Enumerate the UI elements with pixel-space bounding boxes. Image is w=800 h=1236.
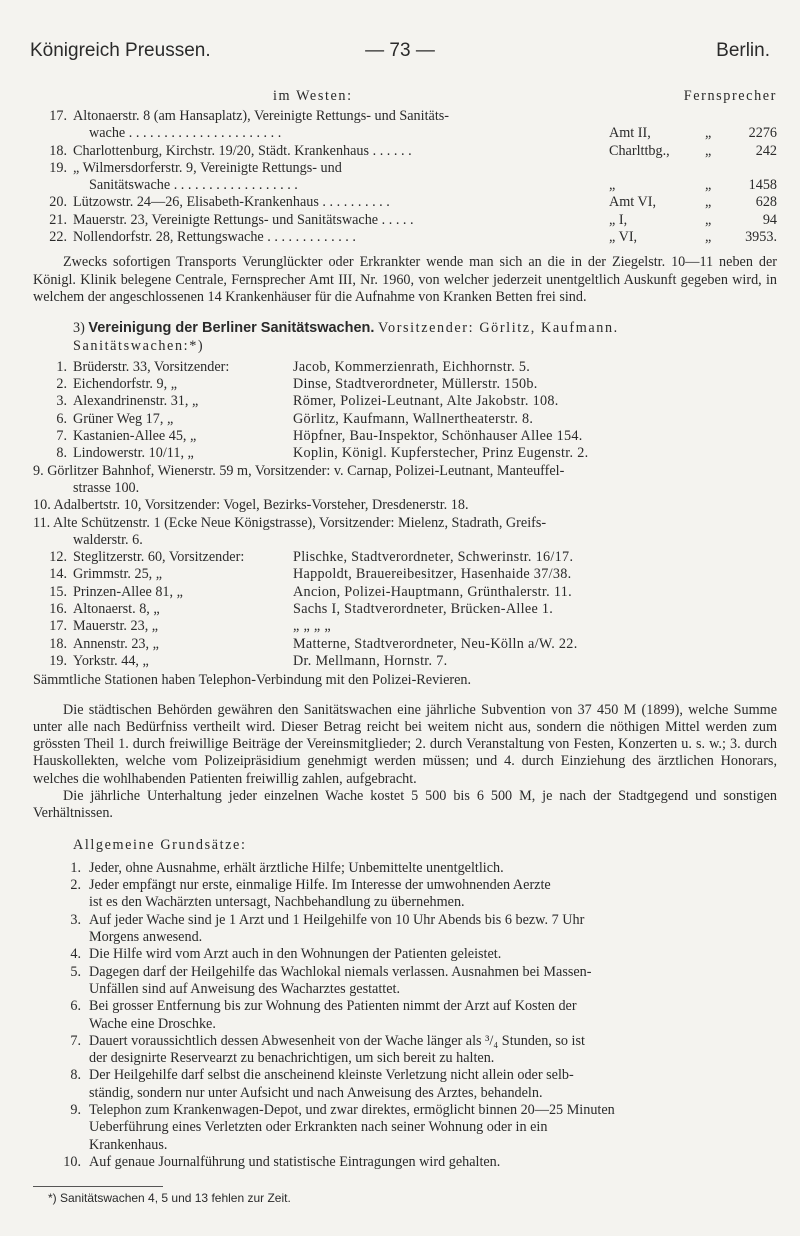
station-number: 17. bbox=[49, 618, 67, 635]
station-address: Altonaerst. 8, „ bbox=[73, 601, 160, 618]
ditto-mark: „ bbox=[705, 211, 712, 228]
station-chair: Dinse, Stadtverordneter, Müllerstr. 150b. bbox=[293, 376, 538, 393]
principle-text: Auf genaue Journalführung und statistische Eintragungen wird gehalten. bbox=[89, 1153, 501, 1170]
principles-title: Allgemeine Grundsätze: bbox=[73, 836, 247, 853]
west-item-line bbox=[33, 108, 777, 125]
footnote: *) Sanitätswachen 4, 5 und 13 fehlen zur Zeit. bbox=[48, 1191, 291, 1205]
footnote-rule bbox=[33, 1186, 163, 1187]
station-number: 16. bbox=[49, 601, 67, 618]
item-text: „ Wilmersdorferstr. 9, Vereinigte Rettungs- und bbox=[73, 159, 342, 176]
principle-line bbox=[33, 929, 777, 946]
stations-note: Sämmtliche Stationen haben Telephon-Verbindung mit den Polizei-Revieren. bbox=[33, 672, 472, 689]
station-number: 14. bbox=[49, 566, 67, 583]
phone-exchange: „ VI, bbox=[609, 229, 638, 246]
station-row bbox=[33, 428, 777, 445]
item-text: Altonaerstr. 8 (am Hansaplatz), Vereinigte Rettungs- und Sanitäts- bbox=[73, 108, 450, 124]
item-text: Charlottenburg, Kirchstr. 19/20, Städt. Krankenhaus . . . . . . bbox=[73, 142, 412, 159]
stations-list-2 bbox=[33, 549, 777, 670]
phone-number: 628 bbox=[755, 194, 777, 211]
station-number: 8. bbox=[56, 445, 67, 462]
principle-number: 10. bbox=[63, 1153, 81, 1170]
ditto-mark: „ bbox=[705, 177, 712, 194]
station-address: Steglitzerstr. 60, Vorsitzender: bbox=[73, 549, 245, 566]
station-number: 18. bbox=[49, 635, 67, 652]
principle-line bbox=[33, 998, 777, 1015]
phone-exchange: „ I, bbox=[609, 211, 628, 228]
principle-text: Ueberführung eines Verletzten oder Erkrankten nach seiner Wohnung oder in ein bbox=[89, 1119, 548, 1136]
station-number: 12. bbox=[49, 549, 67, 566]
principle-number: 6. bbox=[70, 998, 81, 1015]
section-3-heading bbox=[33, 320, 777, 355]
principle-text: Dagegen darf der Heilgehilfe das Wachlokal niemals verlassen. Ausnahmen bei Massen- bbox=[89, 963, 592, 980]
station-9-line: strasse 100. bbox=[73, 479, 140, 496]
item-text: Mauerstr. 23, Vereinigte Rettungs- und Sanitätswache . . . . . bbox=[73, 211, 414, 228]
principle-line bbox=[33, 1119, 777, 1136]
phone-number: 242 bbox=[755, 142, 777, 159]
station-address: Grimmstr. 25, „ bbox=[73, 566, 163, 583]
station-row bbox=[33, 653, 777, 670]
section-west-title: im Westen: bbox=[273, 88, 353, 104]
principle-number: 2. bbox=[70, 877, 81, 894]
station-chair: Koplin, Königl. Kupferstecher, Prinz Eugenstr. 2. bbox=[293, 445, 589, 462]
principle-text: Wache eine Droschke. bbox=[89, 1015, 216, 1032]
station-row bbox=[33, 618, 777, 635]
station-chair: Höpfner, Bau-Inspektor, Schönhauser Allee 154. bbox=[293, 428, 583, 445]
principle-line bbox=[33, 1050, 777, 1067]
station-chair: Ancion, Polizei-Hauptmann, Grünthalerstr. 11. bbox=[293, 583, 572, 600]
station-address: Brüderstr. 33, Vorsitzender: bbox=[73, 358, 230, 375]
station-chair: Happoldt, Brauereibesitzer, Hasenhaide 37/38. bbox=[293, 566, 572, 583]
stations-list bbox=[33, 359, 777, 463]
section-3-number: 3) bbox=[73, 320, 85, 337]
phone-number: 1458 bbox=[748, 177, 777, 194]
station-chair: Plischke, Stadtverordneter, Schwerinstr. 16/17. bbox=[293, 549, 574, 566]
maintenance-paragraph: Die jährliche Unterhaltung jeder einzelnen Wache kostet 5 500 bis 6 500 M, je nach der Stadtgegend und sonstigen Verhältnissen. bbox=[33, 787, 777, 822]
principle-text: Jeder, ohne Ausnahme, erhält ärztliche Hilfe; Unbemittelte unentgeltlich. bbox=[89, 859, 504, 876]
principle-line bbox=[33, 1102, 777, 1119]
item-number: 20. bbox=[49, 194, 67, 211]
station-address: Grüner Weg 17, „ bbox=[73, 410, 174, 427]
station-chair: Römer, Polizei-Leutnant, Alte Jakobstr. 108. bbox=[293, 393, 559, 410]
ditto-mark: „ bbox=[705, 229, 712, 246]
item-number: 21. bbox=[49, 211, 67, 228]
station-number: 6. bbox=[56, 410, 67, 427]
principle-text: Krankenhaus. bbox=[89, 1136, 168, 1153]
station-row bbox=[33, 636, 777, 653]
station-row bbox=[33, 566, 777, 583]
principle-number: 7. bbox=[70, 1032, 81, 1049]
principle-line bbox=[33, 946, 777, 963]
principle-line bbox=[33, 981, 777, 998]
station-row bbox=[33, 601, 777, 618]
west-item-line bbox=[33, 212, 777, 229]
item-text: wache . . . . . . . . . . . . . . . . . . . . . . bbox=[89, 125, 282, 142]
principle-text: Telephon zum Krankenwagen-Depot, und zwar direktes, ermöglicht binnen 20—25 Minuten bbox=[89, 1102, 615, 1119]
principle-number: 4. bbox=[70, 946, 81, 963]
principle-text: Unfällen sind auf Anweisung des Wacharztes gestattet. bbox=[89, 980, 401, 997]
station-11 bbox=[33, 515, 777, 550]
principle-number: 1. bbox=[70, 859, 81, 876]
phone-exchange: „ bbox=[609, 177, 616, 194]
station-row bbox=[33, 393, 777, 410]
principle-text: ist es den Wachärzten untersagt, Nachbehandlung zu übernehmen. bbox=[89, 894, 465, 911]
station-chair: Görlitz, Kaufmann, Wallnertheaterstr. 8. bbox=[293, 410, 534, 427]
principle-line bbox=[33, 1154, 777, 1171]
transport-paragraph: Zwecks sofortigen Transports Verunglückter oder Erkrankter wende man sich an die in der Ziegelstr. 10—11 neben der Königl. Klinik belegene Centrale, Fernsprecher Amt III, Nr. 1960, von welcher jederzeit unentgeltlich Auskunft gegeben wird, in welchem der angeschlossenen 14 Krankenhäuser für die Aufnahme von Kranken Betten frei sind. bbox=[33, 254, 777, 305]
page-number: — 73 — bbox=[365, 40, 435, 61]
item-number: 17. bbox=[49, 108, 67, 124]
station-address: Eichendorfstr. 9, „ bbox=[73, 376, 178, 393]
west-station-list bbox=[33, 108, 777, 246]
section-3-title: Vereinigung der Berliner Sanitätswachen. bbox=[88, 320, 375, 337]
principle-text: Jeder empfängt nur erste, einmalige Hilfe. Im Interesse der umwohnenden Aerzte bbox=[89, 877, 551, 894]
station-chair: Jacob, Kommerzienrath, Eichhornstr. 5. bbox=[293, 358, 531, 375]
station-row bbox=[33, 359, 777, 376]
item-number: 18. bbox=[49, 142, 67, 159]
header-city: Berlin. bbox=[716, 40, 770, 61]
station-number: 2. bbox=[56, 376, 67, 393]
principle-number: 9. bbox=[70, 1102, 81, 1119]
station-address: Mauerstr. 23, „ bbox=[73, 618, 159, 635]
principle-line bbox=[33, 1067, 777, 1084]
station-address: Lindowerstr. 10/11, „ bbox=[73, 445, 194, 462]
phone-number: 2276 bbox=[748, 125, 777, 142]
station-11-line: walderstr. 6. bbox=[73, 531, 143, 548]
phone-exchange: Amt VI, bbox=[609, 194, 657, 211]
west-item-line bbox=[33, 143, 777, 160]
station-address: Prinzen-Allee 81, „ bbox=[73, 583, 183, 600]
principle-line bbox=[33, 1137, 777, 1154]
station-chair: Sachs I, Stadtverordneter, Brücken-Allee 1. bbox=[293, 601, 554, 618]
station-row bbox=[33, 411, 777, 428]
principle-number: 8. bbox=[70, 1067, 81, 1084]
principle-line bbox=[33, 1016, 777, 1033]
west-item-line bbox=[33, 194, 777, 211]
item-number: 19. bbox=[49, 159, 67, 176]
phone-exchange: Charlttbg., bbox=[609, 142, 670, 159]
ditto-mark: „ bbox=[705, 142, 712, 159]
phone-exchange: Amt II, bbox=[609, 125, 651, 142]
page-body bbox=[33, 88, 777, 1171]
section-3-subtitle: Sanitätswachen:*) bbox=[73, 337, 205, 354]
west-item-line bbox=[33, 177, 777, 194]
principle-line bbox=[33, 964, 777, 981]
header-country: Königreich Preussen. bbox=[30, 40, 211, 61]
station-address: Kastanien-Allee 45, „ bbox=[73, 428, 197, 445]
station-11-line: 11. Alte Schützenstr. 1 (Ecke Neue Königstrasse), Vorsitzender: Mielenz, Stadrath, Greifs- bbox=[33, 514, 547, 531]
section-west-heading bbox=[33, 88, 777, 108]
station-number: 7. bbox=[56, 428, 67, 445]
station-row bbox=[33, 376, 777, 393]
principle-text: ständig, sondern nur unter Aufsicht und nach Anweisung des Arztes, behandeln. bbox=[89, 1084, 543, 1101]
principles-list bbox=[33, 860, 777, 1171]
principle-line bbox=[33, 860, 777, 877]
principle-text: Auf jeder Wache sind je 1 Arzt und 1 Heilgehilfe von 10 Uhr Abends bis 6 bezw. 7 Uhr bbox=[89, 911, 585, 928]
principle-line bbox=[33, 877, 777, 894]
station-number: 19. bbox=[49, 652, 67, 669]
item-text: Sanitätswache . . . . . . . . . . . . . . . . . . bbox=[89, 177, 298, 194]
west-item-line bbox=[33, 160, 777, 177]
station-address: Alexandrinenstr. 31, „ bbox=[73, 393, 199, 410]
item-text: Nollendorfstr. 28, Rettungswache . . . . . . . . . . . . . bbox=[73, 229, 356, 246]
item-text: Lützowstr. 24—26, Elisabeth-Krankenhaus . . . . . . . . . . bbox=[73, 194, 390, 211]
principle-text: Morgens anwesend. bbox=[89, 929, 203, 946]
station-chair: Dr. Mellmann, Hornstr. 7. bbox=[293, 652, 448, 669]
ditto-mark: „ bbox=[705, 125, 712, 142]
west-item-line bbox=[33, 229, 777, 246]
principle-line bbox=[33, 894, 777, 911]
station-address: Annenstr. 23, „ bbox=[73, 635, 159, 652]
principle-line bbox=[33, 1085, 777, 1102]
station-chair: „ „ „ „ bbox=[293, 618, 331, 635]
station-row bbox=[33, 549, 777, 566]
principle-line bbox=[33, 1033, 777, 1050]
subvention-paragraph: Die städtischen Behörden gewähren den Sanitätswachen eine jährliche Subvention von 37 450 M (1899), welche Summe unter alle nach Bedürfniss vertheilt wird. Dieser Betrag reicht bei weitem nicht aus, sondern die nöthigen Mittel werden zum grössten Theil 1. durch freiwillige Beiträge der Vereinsmitglieder; 2. durch Veranstaltung von Festen, Konzerten u. s. w.; 3. durch Hauskollekten, welche vom Polizeipräsidium genehmigt werden müssen; und 4. durch Einziehung des ärztlichen Honorars, welches die wohlhabenden Patienten freiwillig zahlen, aufgebracht. bbox=[33, 701, 777, 787]
station-10: 10. Adalbertstr. 10, Vorsitzender: Vogel, Bezirks-Vorsteher, Dresdenerstr. 18. bbox=[33, 497, 469, 514]
principle-text: der designirte Reservearzt zu benachrichtigen, um sich bereit zu halten. bbox=[89, 1050, 495, 1067]
section-3-chair: Vorsitzender: Görlitz, Kaufmann. bbox=[377, 320, 619, 337]
principle-text: Dauert voraussichtlich dessen Abwesenheit von der Wache länger als ³/₄ Stunden, so ist bbox=[89, 1032, 585, 1049]
station-chair: Matterne, Stadtverordneter, Neu-Kölln a/W. 22. bbox=[293, 635, 578, 652]
station-row bbox=[33, 445, 777, 462]
principle-line bbox=[33, 912, 777, 929]
station-number: 1. bbox=[56, 358, 67, 375]
phone-number: 94 bbox=[762, 211, 777, 228]
station-number: 15. bbox=[49, 583, 67, 600]
station-9-line: 9. Görlitzer Bahnhof, Wienerstr. 59 m, Vorsitzender: v. Carnap, Polizei-Leutnant, Manteuffel- bbox=[33, 462, 565, 479]
phone-number: 3953. bbox=[745, 229, 777, 246]
phone-column-heading: Fernsprecher bbox=[683, 88, 777, 104]
item-number: 22. bbox=[49, 229, 67, 246]
station-9 bbox=[33, 463, 777, 498]
station-address: Yorkstr. 44, „ bbox=[73, 652, 149, 669]
principle-number: 5. bbox=[70, 963, 81, 980]
station-row bbox=[33, 584, 777, 601]
principle-text: Der Heilgehilfe darf selbst die anscheinend kleinste Verletzung nicht allein oder selb- bbox=[89, 1067, 574, 1084]
principle-text: Die Hilfe wird vom Arzt auch in den Wohnungen der Patienten geleistet. bbox=[89, 946, 502, 963]
station-number: 3. bbox=[56, 393, 67, 410]
ditto-mark: „ bbox=[705, 194, 712, 211]
principle-number: 3. bbox=[70, 911, 81, 928]
west-item-line bbox=[33, 125, 777, 142]
page-header bbox=[30, 40, 770, 68]
principle-text: Bei grosser Entfernung bis zur Wohnung des Patienten nimmt der Arzt auf Kosten der bbox=[89, 998, 577, 1015]
